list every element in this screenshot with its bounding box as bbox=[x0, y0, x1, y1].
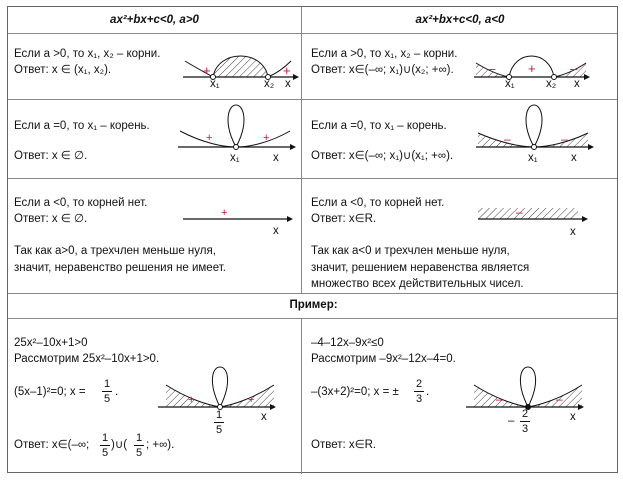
ex-left-answer-frac1 bbox=[100, 432, 110, 459]
row-divider bbox=[8, 33, 617, 34]
column-divider bbox=[301, 318, 302, 474]
plus-sign: + bbox=[203, 63, 211, 78]
row-divider bbox=[8, 99, 617, 100]
ex-left-line1: 25x²–10x+1>0 bbox=[14, 337, 88, 349]
r3-right-x: x bbox=[570, 226, 576, 238]
ex-left-line2: Рассмотрим 25x²–10x+1>0. bbox=[14, 353, 160, 365]
fraction-denominator: 5 bbox=[215, 424, 223, 436]
fraction-numerator: 1 bbox=[103, 378, 111, 390]
r1-left-line1: Если a >0, то x₁, x₂ – корни. bbox=[14, 48, 161, 60]
svg-text:–: – bbox=[561, 132, 568, 146]
r3-left-line3: Так как a>0, а трехчлен меньше нуля, bbox=[14, 245, 216, 257]
ex-left-line3: (5x–1)²=0; x = bbox=[14, 386, 86, 398]
example-title: Пример: bbox=[289, 299, 338, 311]
svg-text:–: – bbox=[556, 392, 563, 406]
r2-left-x: x bbox=[273, 152, 279, 164]
r3-right-line2: Ответ: x∈R. bbox=[311, 213, 377, 225]
svg-text:–: – bbox=[488, 61, 496, 76]
svg-text:–: – bbox=[504, 132, 511, 146]
svg-text:+: + bbox=[263, 132, 270, 144]
r3-left-line4: значит, неравенство решения не имеет. bbox=[14, 262, 226, 274]
ex-right-line2: Рассмотрим –9x²–12x–4=0. bbox=[311, 353, 456, 365]
r1-left-graph bbox=[183, 41, 298, 99]
r3-left-x: x bbox=[273, 225, 279, 237]
row-divider bbox=[8, 178, 617, 179]
ex-left-root-fraction bbox=[102, 378, 112, 405]
r2-left-line2: Ответ: x ∈ ∅. bbox=[14, 150, 88, 162]
ex-right-x: x bbox=[570, 411, 576, 423]
ex-left-x: x bbox=[261, 411, 267, 423]
svg-text:+: + bbox=[206, 132, 213, 144]
r2-right-line2: Ответ: x∈(–∞; x₁)∪(x₁; +∞). bbox=[311, 150, 454, 162]
ex-right-root-fraction bbox=[414, 378, 424, 405]
fraction-denominator: 3 bbox=[415, 393, 423, 405]
svg-text:–: – bbox=[496, 392, 503, 406]
r1-left-line2: Ответ: x ∈ (x₁, x₂). bbox=[14, 64, 112, 76]
plus-sign: + bbox=[283, 63, 291, 78]
ex-right-axis-minus: – bbox=[508, 415, 515, 427]
r1-right-line1: Если a >0, то x₁, x₂ – корни. bbox=[311, 48, 458, 60]
r1-right-x2: x₂ bbox=[546, 78, 557, 90]
svg-text:–: – bbox=[570, 61, 578, 76]
ex-right-graph bbox=[466, 365, 596, 425]
ex-right-line3: –(3x+2)²=0; x = ± bbox=[311, 386, 399, 398]
ex-right-axis-root bbox=[520, 408, 530, 435]
svg-text:–: – bbox=[516, 205, 523, 219]
r3-right-line1: Если a <0, то корней нет. bbox=[311, 197, 445, 209]
fraction-numerator: 2 bbox=[415, 378, 423, 390]
r3-left-line1: Если a <0, то корней нет. bbox=[14, 197, 148, 209]
r1-right-x: x bbox=[574, 78, 580, 90]
ex-left-answer-frac2 bbox=[134, 432, 144, 459]
fraction-numerator: 1 bbox=[101, 432, 109, 444]
r1-right-graph bbox=[474, 41, 589, 99]
fraction-denominator: 5 bbox=[135, 447, 143, 459]
fraction-denominator: 5 bbox=[101, 447, 109, 459]
fraction-denominator: 3 bbox=[521, 423, 529, 435]
r2-right-x: x bbox=[571, 152, 577, 164]
r2-right-line1: Если a =0, то x₁ – корень. bbox=[311, 120, 447, 132]
header-right: ax²+bx+c<0, a<0 bbox=[415, 14, 505, 26]
solution-table: ax²+bx+c<0, a>0 ax²+bx+c<0, a<0 Если a >0, то x₁, x₂ – корни. Ответ: x ∈ (x₁, x₂). + + x₁ x₂ x Если a >0, то x₁, x₂ – корни. Ответ: x∈(–∞; x₁)∪(x₂; +∞). – + – x₁ x₂ x Если a =0, то x₁ – корень. Ответ: x ∈ ∅. + + x₁ x Если a =0, то x₁ – корень. Ответ: x∈(–∞; x₁)∪(x₁; +∞). – – x₁ x Если a <0, то корней нет. Ответ: x ∈ ∅. Так как a>0, а трехчлен меньше нуля, значит, неравенство решения не имеет. + x Если a <0, то корней нет. Ответ: x∈R. Так как a<0 и трехчлен меньше нуля, значит, решением неравенства является множество всех действительных чисел. – x Пример: 25x²–10x+1>0 Рассмотрим 25x²–10x+1>0. (5x–1)²=0; x = 1 5 . Ответ: x∈(–∞; 1 5 )∪( 1 5 ; +∞). + + 1 5 x –4–12x–9x²≤0 Рассмотрим –9x²–12x–4=0. –(3x+2)²=0; x = ± 2 3 . Ответ: x∈R. – – – 2 3 x bbox=[7, 6, 618, 473]
ex-left-answer-suffix: ; +∞). bbox=[146, 439, 175, 451]
r3-left-line2: Ответ: x ∈ ∅. bbox=[14, 213, 88, 225]
r3-right-line3: Так как a<0 и трехчлен меньше нуля, bbox=[311, 245, 510, 257]
r1-right-x1: x₁ bbox=[505, 78, 515, 90]
r3-right-line4: значит, решением неравенства является bbox=[311, 262, 530, 274]
fraction-numerator: 2 bbox=[521, 408, 529, 420]
r2-right-x1: x₁ bbox=[528, 152, 538, 164]
header-left: ax²+bx+c<0, a>0 bbox=[110, 14, 199, 26]
row-divider bbox=[8, 318, 617, 319]
r3-right-line5: множество всех действительных чисел. bbox=[311, 278, 524, 290]
column-divider bbox=[301, 7, 302, 293]
ex-left-answer-prefix: Ответ: x∈(–∞; bbox=[14, 439, 90, 451]
r1-left-x1: x₁ bbox=[210, 78, 220, 90]
ex-left-answer-mid: )∪( bbox=[111, 439, 128, 451]
row-divider bbox=[8, 293, 617, 294]
ex-right-line1: –4–12x–9x²≤0 bbox=[311, 337, 384, 349]
ex-left-axis-root bbox=[214, 409, 224, 436]
svg-text:+: + bbox=[248, 394, 255, 406]
svg-text:+: + bbox=[528, 61, 536, 76]
r1-left-x: x bbox=[285, 78, 291, 90]
fraction-numerator: 1 bbox=[215, 409, 223, 421]
svg-text:+: + bbox=[221, 207, 228, 219]
r1-left-x2: x₂ bbox=[264, 78, 275, 90]
fraction-numerator: 1 bbox=[135, 432, 143, 444]
r2-left-line1: Если a =0, то x₁ – корень. bbox=[14, 120, 150, 132]
svg-text:+: + bbox=[188, 394, 195, 406]
fraction-denominator: 5 bbox=[103, 393, 111, 405]
r2-left-x1: x₁ bbox=[230, 152, 240, 164]
r1-right-line2: Ответ: x∈(–∞; x₁)∪(x₂; +∞). bbox=[311, 64, 454, 76]
ex-right-answer: Ответ: x∈R. bbox=[311, 439, 377, 451]
